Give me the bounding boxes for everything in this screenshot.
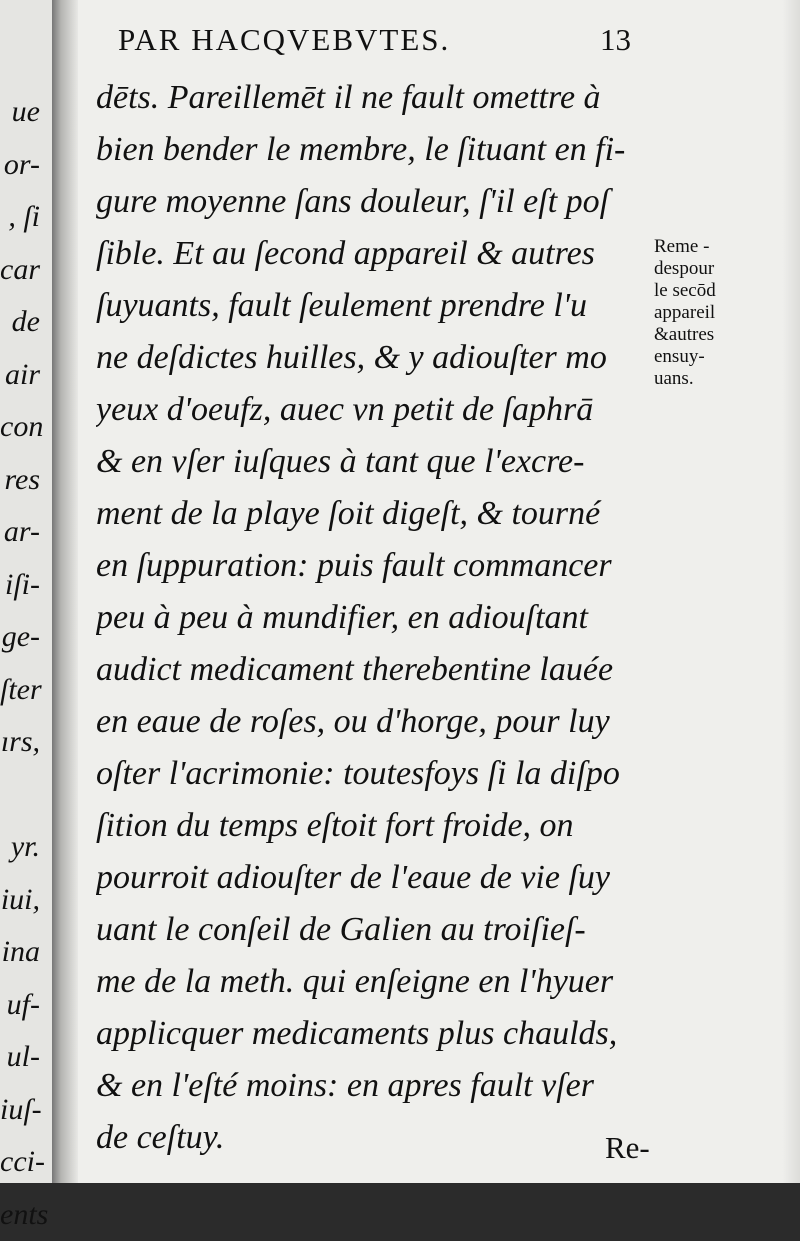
- fragment-line: or-: [0, 139, 52, 192]
- text-line: & en vſer iuſques à tant que l'excre-: [96, 436, 666, 488]
- text-line: me de la meth. qui enſeigne en l'hyuer: [96, 956, 666, 1008]
- text-line: audict medicament therebentine lauée: [96, 644, 666, 696]
- marginal-note-line: Reme -: [654, 236, 780, 258]
- text-line: ſuyuants, fault ſeulement prendre l'u: [96, 280, 666, 332]
- fragment-line: , ſi: [0, 191, 52, 244]
- fragment-line: ge-: [0, 611, 52, 664]
- body-text: [96, 72, 666, 1164]
- text-line: & en l'eſté moins: en apres fault vſer: [96, 1060, 666, 1112]
- catchword: Re-: [605, 1130, 650, 1166]
- fragment-line: car: [0, 244, 52, 297]
- fragment-line: ul-: [0, 1031, 52, 1084]
- fragment-line: yr.: [0, 821, 52, 874]
- text-line: de ceſtuy.: [96, 1112, 666, 1164]
- text-line: ſible. Et au ſecond appareil & autres: [96, 228, 666, 280]
- fragment-line: ents: [0, 1189, 52, 1241]
- marginal-note: [654, 236, 780, 390]
- fragment-line: con: [0, 401, 52, 454]
- fragment-line: iui,: [0, 874, 52, 927]
- running-head: PAR HACQVEBVTES.: [118, 22, 450, 58]
- page-number: 13: [600, 22, 631, 58]
- binding-gutter: [52, 0, 78, 1183]
- text-line: yeux d'oeufz, auec vn petit de ſaphrā: [96, 384, 666, 436]
- text-line: en ſuppuration: puis fault commancer: [96, 540, 666, 592]
- fragment-line: ina: [0, 926, 52, 979]
- text-line: ne deſdictes huilles, & y adiouſter mo: [96, 332, 666, 384]
- fragment-line: air: [0, 349, 52, 402]
- text-line: dēts. Pareillemēt il ne fault omettre à: [96, 72, 666, 124]
- fragment-line: ırs,: [0, 716, 52, 769]
- marginal-note-line: despour: [654, 258, 780, 280]
- text-line: applicquer medicaments plus chaulds,: [96, 1008, 666, 1060]
- text-line: ment de la playe ſoit digeſt, & tourné: [96, 488, 666, 540]
- text-line: ſition du temps eſtoit fort froide, on: [96, 800, 666, 852]
- page-edge-shadow: [782, 0, 800, 1183]
- fragment-line: ſter: [0, 664, 52, 717]
- fragment-line: iſi-: [0, 559, 52, 612]
- text-line: uant le conſeil de Galien au troiſieſ-: [96, 904, 666, 956]
- fragment-line: ar-: [0, 506, 52, 559]
- marginal-note-line: uans.: [654, 368, 780, 390]
- fragment-line: iuſ-: [0, 1084, 52, 1137]
- text-line: en eaue de roſes, ou d'horge, pour luy: [96, 696, 666, 748]
- fragment-line: de: [0, 296, 52, 349]
- marginal-note-line: le secōd: [654, 280, 780, 302]
- text-line: bien bender le membre, le ſituant en fi-: [96, 124, 666, 176]
- page-header: [118, 22, 678, 62]
- marginal-note-line: &autres: [654, 324, 780, 346]
- text-line: gure moyenne ſans douleur, ſ'il eſt poſ: [96, 176, 666, 228]
- fragment-line: ue: [0, 86, 52, 139]
- fragment-line: cci-: [0, 1136, 52, 1189]
- fragment-line: [0, 769, 52, 822]
- fragment-line: uf-: [0, 979, 52, 1032]
- marginal-note-line: ensuy-: [654, 346, 780, 368]
- text-line: oſter l'acrimonie: toutesfoys ſi la diſpo: [96, 748, 666, 800]
- text-line: peu à peu à mundifier, en adiouſtant: [96, 592, 666, 644]
- facing-page-text-fragments: [0, 86, 52, 1241]
- marginal-note-line: appareil: [654, 302, 780, 324]
- fragment-line: res: [0, 454, 52, 507]
- text-line: pourroit adiouſter de l'eaue de vie ſuy: [96, 852, 666, 904]
